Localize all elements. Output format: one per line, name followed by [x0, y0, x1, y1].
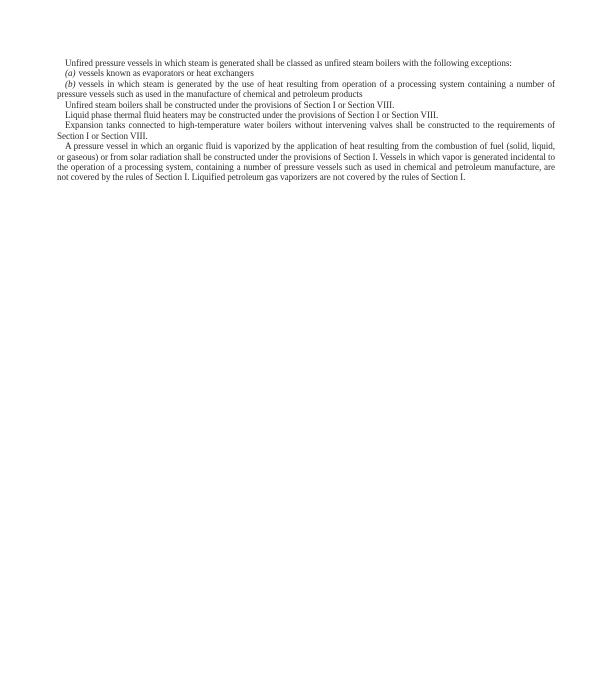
- exception-text: vessels in which steam is generated by the use of heat resulting from operation of a processing system containing a number of pressure vessels such as used in the manufacture of chemical and petroleum products: [57, 78, 555, 100]
- paragraph-text: Unfired steam boilers shall be constructed under the provisions of Section I or Section VIII.: [65, 99, 395, 110]
- exception-item-b: [57, 79, 555, 100]
- paragraph-expansion-tanks: [57, 120, 555, 141]
- paragraph-text: A pressure vessel in which an organic fluid is vaporized by the application of heat resulting from the combustion of fuel (solid, liquid, or gaseous) or from solar radiation shall be constructed under the provisions of Section I. Vessels in which vapor is generated incidental to the operation of a processing system, containing a number of pressure vessels such as used in chemical and petroleum manufacture, are not covered by the rules of Section I. Liquified petroleum gas vaporizers are not covered by the rules of Section I.: [57, 141, 555, 183]
- paragraph-text: Liquid phase thermal fluid heaters may be constructed under the provisions of Section I or Section VIII.: [65, 110, 439, 121]
- paragraph-thermal-fluid-heaters: [57, 110, 555, 120]
- exception-label: (b): [65, 78, 76, 89]
- exception-label: (a): [65, 68, 76, 79]
- paragraph-unfired-steam-boilers: [57, 100, 555, 110]
- paragraph-text: Expansion tanks connected to high-temperature water boilers without intervening valves shall be constructed to the requirements of Section I or Section VIII.: [57, 120, 555, 141]
- paragraph-organic-fluid-vessels: [57, 141, 555, 183]
- paragraph-unfired-vessels-classification: [57, 58, 555, 68]
- exception-item-a: [57, 68, 555, 78]
- paragraph-text: Unfired pressure vessels in which steam is generated shall be classed as unfired steam boilers with the following exceptions:: [65, 58, 512, 68]
- document-body: [57, 58, 555, 183]
- exception-text: vessels known as evaporators or heat exchangers: [78, 68, 254, 79]
